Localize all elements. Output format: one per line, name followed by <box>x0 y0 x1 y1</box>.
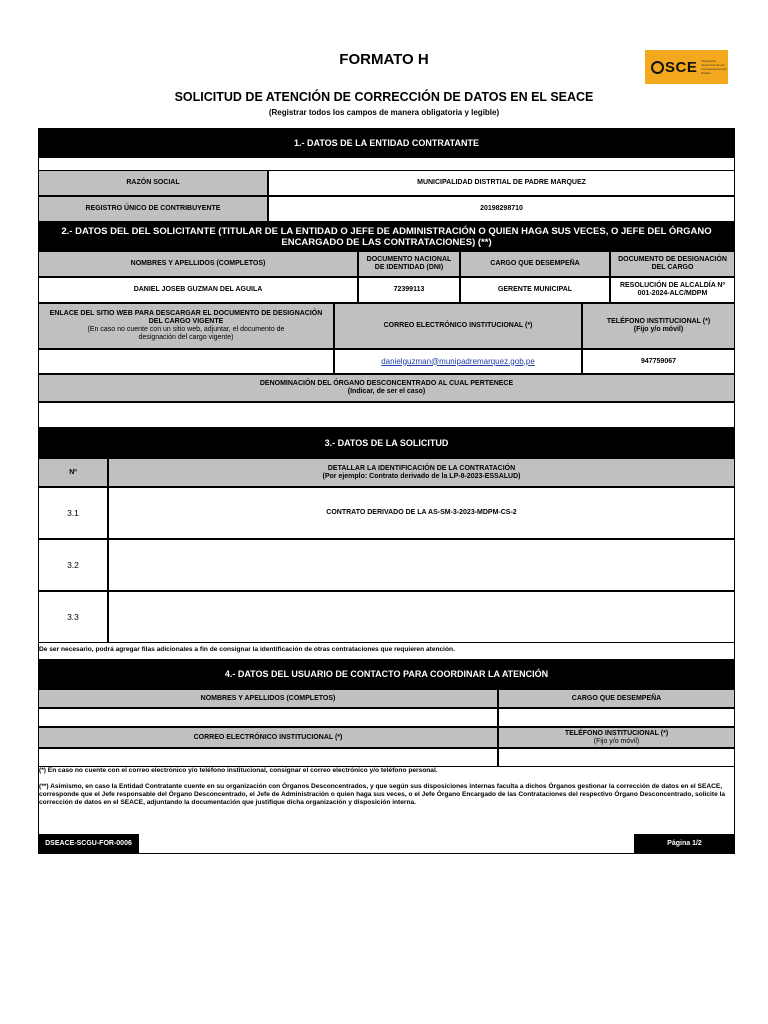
telefono-note: (Fijo y/o móvil) <box>633 326 684 333</box>
nombres-label: NOMBRES Y APELLIDOS (COMPLETOS) <box>38 251 358 277</box>
page-number: Página 1/2 <box>634 834 735 854</box>
main-title: SOLICITUD DE ATENCIÓN DE CORRECCIÓN DE DATOS EN EL SEACE <box>174 90 594 104</box>
subtitle: (Registrar todos los campos de manera obligatoria y legible) <box>268 108 500 117</box>
osce-logo <box>645 50 728 84</box>
telefono-value[interactable]: 947759067 <box>582 349 735 374</box>
detalle-label: DETALLAR LA IDENTIFICACIÓN DE LA CONTRATACIÓN <box>327 464 516 472</box>
section1-header: 1.- DATOS DE LA ENTIDAD CONTRATANTE <box>38 128 735 158</box>
section4-header: 4.- DATOS DEL USUARIO DE CONTACTO PARA COORDINAR LA ATENCIÓN <box>38 659 735 689</box>
section2-header: 2.- DATOS DEL DEL SOLICITANTE (TITULAR DE LA ENTIDAD O JEFE DE ADMINISTRACIÓN O QUIEN HAGA SUS VECES, O JEFE DEL ÓRGANO ENCARGADO DE LAS CONTRATACIONES) (**) <box>38 222 735 251</box>
doc-designacion-label: DOCUMENTO DE DESIGNACIÓN DEL CARGO <box>610 251 735 277</box>
num-label: Nº <box>38 458 108 487</box>
enlace-value[interactable] <box>38 349 334 374</box>
contact-correo-value[interactable] <box>38 748 498 767</box>
cargo-label: CARGO QUE DESEMPEÑA <box>460 251 610 277</box>
dni-value[interactable]: 72399113 <box>358 277 460 303</box>
razon-social-value[interactable]: MUNICIPALIDAD DISTRTIAL DE PADRE MARQUEZ <box>268 170 735 196</box>
organo-label: DENOMINACIÓN DEL ÓRGANO DESCONCENTRADO AL CUAL PERTENECE <box>259 380 514 387</box>
telefono-label: TELÉFONO INSTITUCIONAL (*) <box>606 318 711 325</box>
organo-label-cell <box>38 374 735 402</box>
row-num: 3.3 <box>38 591 108 643</box>
row-detalle[interactable] <box>108 539 735 591</box>
format-title: FORMATO H <box>339 51 429 68</box>
row-detalle[interactable] <box>108 591 735 643</box>
enlace-label: ENLACE DEL SITIO WEB PARA DESCARGAR EL DOCUMENTO DE DESIGNACIÓN DEL CARGO VIGENTE <box>49 310 323 325</box>
ruc-value[interactable]: 20198298710 <box>268 196 735 222</box>
organo-value[interactable] <box>38 402 735 428</box>
enlace-label-cell <box>38 303 334 349</box>
enlace-note: (En caso no cuente con un sitio web, adjuntar, el documento de designación del cargo vigente) <box>87 326 285 341</box>
contact-nombres-value[interactable] <box>38 708 498 727</box>
organo-note: (Indicar, de ser el caso) <box>347 388 426 395</box>
telefono-label-cell <box>582 303 735 349</box>
note-2: (**) Asimismo, en caso la Entidad Contratante cuente en su organización con Órganos Desconcentrados, y que según sus disposiciones internas faculta a dichos Órganos gestionar la corrección de datos en el SEACE, corresponde que el Jefe responsable del Órgano Desconcentrado, el Jefe de Administración o quien haga sus veces, o el Jefe Órgano Encargado de las Contrataciones del respectivo Órgano Desconcentrado, solicite la corrección de datos en el SEACE, adjuntando la documentación que justifique dicha organización y disposición interna. <box>39 783 726 806</box>
ruc-label: REGISTRO ÚNICO DE CONTRIBUYENTE <box>38 196 268 222</box>
form-code: DSEACE-SCGU-FOR-0006 <box>38 834 139 854</box>
doc-designacion-value[interactable]: RESOLUCIÓN DE ALCALDÍA Nº 001-2024-ALC/MDPM <box>610 277 735 303</box>
razon-social-label: RAZÓN SOCIAL <box>38 170 268 196</box>
row-num: 3.1 <box>38 487 108 539</box>
dni-label: DOCUMENTO NACIONAL DE IDENTIDAD (DNI) <box>358 251 460 277</box>
logo-small-text: Organismo Supervisor de las Contrataciones del Estado <box>701 59 727 75</box>
contact-telefono-value[interactable] <box>498 748 735 767</box>
row-detalle[interactable]: CONTRATO DERIVADO DE LA AS-SM-3-2023-MDPM-CS-2 <box>108 487 735 539</box>
section3-header: 3.- DATOS DE LA SOLICITUD <box>38 428 735 458</box>
contact-telefono-note: (Fijo y/o móvil) <box>593 737 640 745</box>
correo-label: CORREO ELECTRÓNICO INSTITUCIONAL (*) <box>334 303 582 349</box>
correo-value-cell[interactable] <box>334 349 582 374</box>
section3-footnote: De ser necesario, podrá agregar filas adicionales a fin de consignar la identificación de otras contrataciones que requieren atención. <box>39 646 455 653</box>
contact-telefono-label: TELÉFONO INSTITUCIONAL (*) <box>564 729 669 737</box>
row-num: 3.2 <box>38 539 108 591</box>
magnifier-icon <box>651 61 664 74</box>
logo-text: SCE <box>665 58 698 76</box>
contact-cargo-value[interactable] <box>498 708 735 727</box>
note-1: (*) En caso no cuente con el correo electrónico y/o teléfono institucional, consignar el correo electrónico y/o teléfono personal. <box>39 767 438 774</box>
cargo-value[interactable]: GERENTE MUNICIPAL <box>460 277 610 303</box>
correo-value[interactable]: danielguzman@munipadremarquez.gob,pe <box>381 356 535 366</box>
detalle-note: (Por ejemplo: Contrato derivado de la LP-8-2023-ESSALUD) <box>322 472 521 480</box>
contact-nombres-label: NOMBRES Y APELLIDOS (COMPLETOS) <box>38 689 498 708</box>
contact-telefono-label-cell <box>498 727 735 748</box>
detalle-label-cell <box>108 458 735 487</box>
nombres-value[interactable]: DANIEL JOSEB GUZMAN DEL AGUILA <box>38 277 358 303</box>
contact-correo-label: CORREO ELECTRÓNICO INSTITUCIONAL (*) <box>38 727 498 748</box>
contact-cargo-label: CARGO QUE DESEMPEÑA <box>498 689 735 708</box>
